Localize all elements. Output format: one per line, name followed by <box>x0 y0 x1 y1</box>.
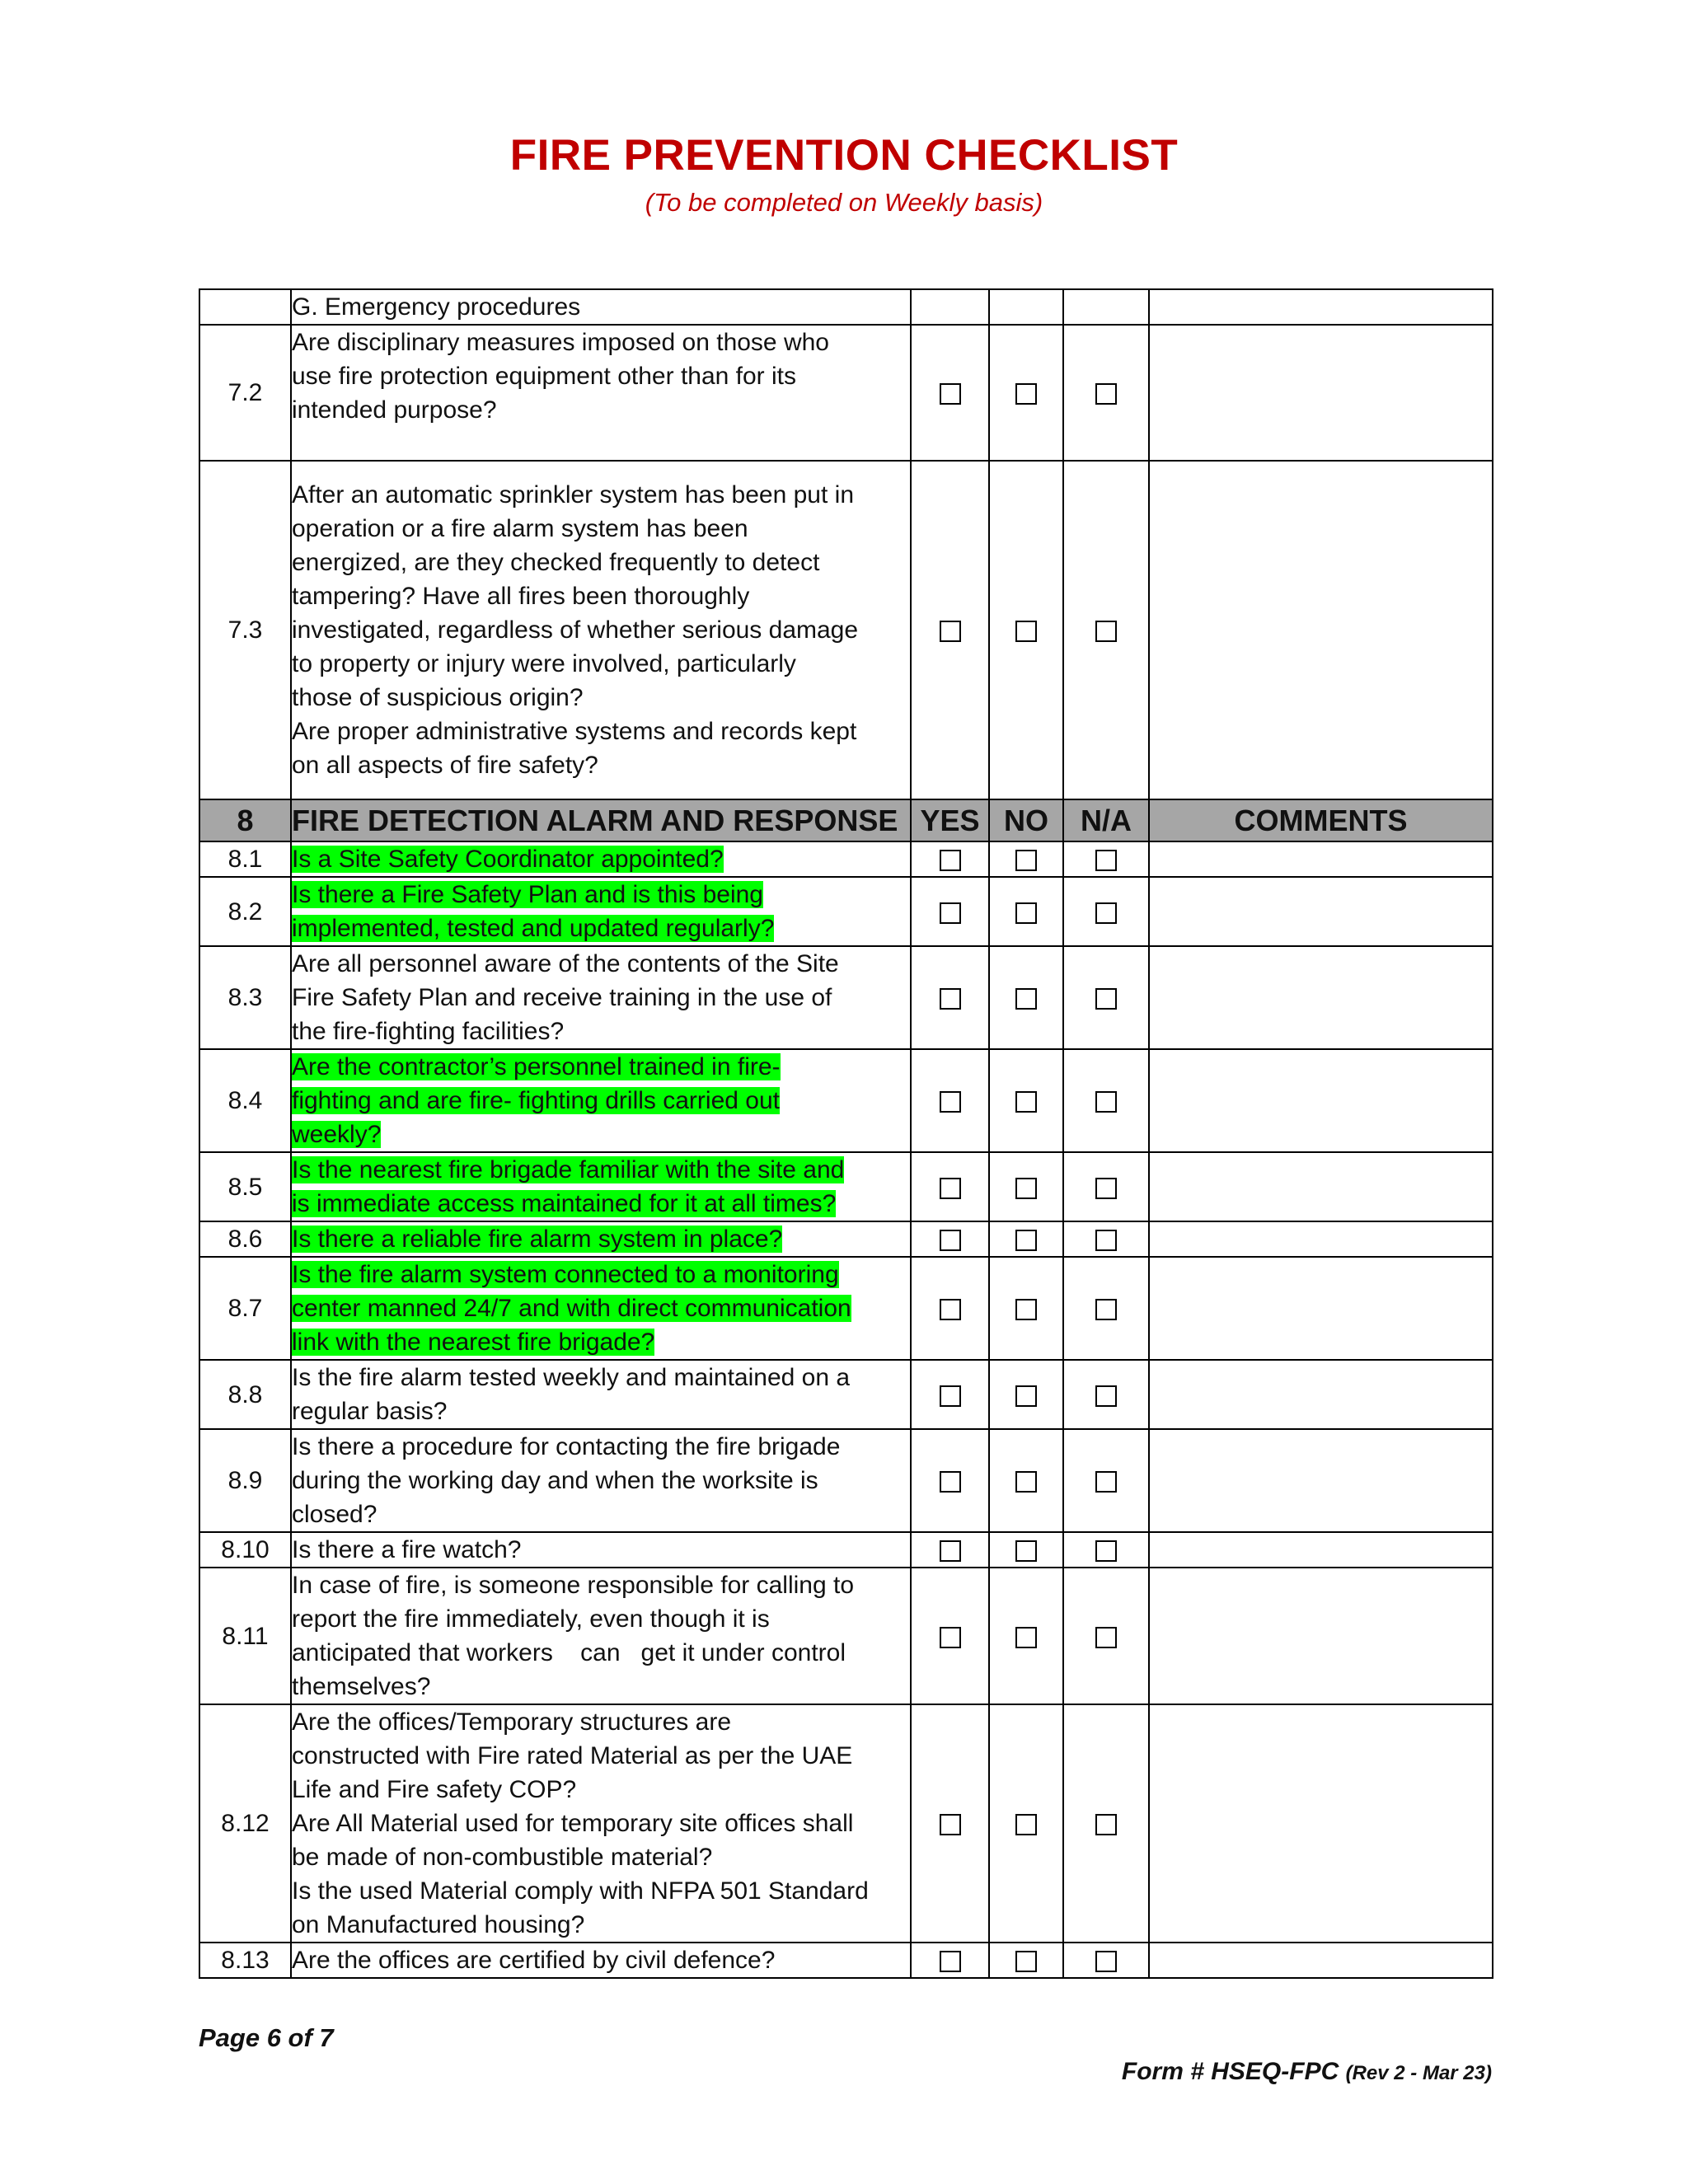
na-checkbox[interactable] <box>1095 1091 1117 1113</box>
yes-cell <box>911 841 989 877</box>
yes-cell <box>911 1943 989 1978</box>
comments-cell[interactable] <box>1149 1049 1493 1152</box>
section-number-cell <box>199 289 291 325</box>
no-cell <box>989 461 1063 799</box>
yes-checkbox[interactable] <box>940 1178 961 1199</box>
no-cell <box>989 325 1063 461</box>
question-text <box>291 1704 911 1943</box>
question-line-highlighted: fighting and are fire- fighting drills carried out <box>292 1087 780 1114</box>
question-line: those of suspicious origin? <box>292 684 584 711</box>
yes-cell <box>911 1360 989 1429</box>
question-line-highlighted: is immediate access maintained for it at all times? <box>292 1190 837 1217</box>
question-line: Is the fire alarm tested weekly and maintained on a <box>292 1364 851 1391</box>
na-cell <box>1063 1704 1149 1943</box>
no-cell <box>989 1360 1063 1429</box>
question-line: report the fire immediately, even though it is <box>292 1605 770 1633</box>
no-checkbox[interactable] <box>1015 383 1037 405</box>
no-checkbox[interactable] <box>1015 1230 1037 1251</box>
na-cell <box>1063 1568 1149 1704</box>
na-checkbox[interactable] <box>1095 1951 1117 1972</box>
form-number <box>1122 2058 1492 2086</box>
question-line: use fire protection equipment other than for its <box>292 363 797 390</box>
column-header-yes: YES <box>911 799 989 841</box>
table-row <box>199 1221 1493 1257</box>
no-checkbox[interactable] <box>1015 1299 1037 1320</box>
question-line: energized, are they checked frequently to detect <box>292 549 820 576</box>
no-cell <box>989 1943 1063 1978</box>
table-row <box>199 1049 1493 1152</box>
question-line: regular basis? <box>292 1398 448 1425</box>
row-number: 8.3 <box>199 946 291 1049</box>
yes-checkbox[interactable] <box>940 1385 961 1407</box>
na-cell <box>1063 1943 1149 1978</box>
na-checkbox[interactable] <box>1095 1814 1117 1835</box>
yes-checkbox[interactable] <box>940 1951 961 1972</box>
question-line: Are the offices/Temporary structures are <box>292 1708 731 1736</box>
yes-checkbox[interactable] <box>940 988 961 1010</box>
no-cell <box>989 1704 1063 1943</box>
question-line: Fire Safety Plan and receive training in the use of <box>292 984 832 1011</box>
na-cell <box>1063 841 1149 877</box>
table-row <box>199 877 1493 946</box>
column-header-comments: COMMENTS <box>1149 799 1493 841</box>
na-checkbox[interactable] <box>1095 1471 1117 1493</box>
row-number: 8.1 <box>199 841 291 877</box>
column-header-no: NO <box>989 799 1063 841</box>
question-text <box>291 1532 911 1568</box>
question-line-highlighted: weekly? <box>292 1121 382 1148</box>
no-cell <box>989 1532 1063 1568</box>
table-row <box>199 325 1493 461</box>
table-row <box>199 1360 1493 1429</box>
row-number: 8.9 <box>199 1429 291 1532</box>
question-line: Are proper administrative systems and records kept <box>292 718 857 745</box>
row-number: 8.12 <box>199 1704 291 1943</box>
question-line: Are All Material used for temporary site offices shall <box>292 1810 854 1837</box>
na-checkbox[interactable] <box>1095 1178 1117 1199</box>
table-row <box>199 1704 1493 1943</box>
question-line: during the working day and when the worksite is <box>292 1467 818 1494</box>
table-row <box>199 946 1493 1049</box>
comments-cell[interactable] <box>1149 1429 1493 1532</box>
no-checkbox[interactable] <box>1015 621 1037 642</box>
row-number: 8.7 <box>199 1257 291 1360</box>
yes-checkbox[interactable] <box>940 1540 961 1562</box>
row-number: 8.10 <box>199 1532 291 1568</box>
question-line-highlighted: Is the nearest fire brigade familiar with the site and <box>292 1156 845 1183</box>
comments-cell[interactable] <box>1149 1568 1493 1704</box>
question-line: Is there a fire watch? <box>292 1536 522 1563</box>
na-checkbox[interactable] <box>1095 988 1117 1010</box>
question-text <box>291 946 911 1049</box>
no-cell <box>989 1257 1063 1360</box>
no-cell <box>989 1568 1063 1704</box>
question-text <box>291 841 911 877</box>
na-checkbox[interactable] <box>1095 850 1117 871</box>
row-number: 8.4 <box>199 1049 291 1152</box>
no-checkbox[interactable] <box>1015 1814 1037 1835</box>
no-checkbox[interactable] <box>1015 1471 1037 1493</box>
question-line: anticipated that workers can get it under control <box>292 1639 846 1666</box>
yes-cell <box>911 877 989 946</box>
no-cell <box>989 1152 1063 1221</box>
column-header-na: N/A <box>1063 799 1149 841</box>
na-checkbox[interactable] <box>1095 1230 1117 1251</box>
question-line-highlighted: Is the fire alarm system connected to a monitoring <box>292 1261 839 1288</box>
comments-cell[interactable] <box>1149 946 1493 1049</box>
no-cell <box>989 877 1063 946</box>
question-line: tampering? Have all fires been thoroughly <box>292 583 750 610</box>
na-cell <box>1063 1532 1149 1568</box>
question-text <box>291 1221 911 1257</box>
question-line-highlighted: link with the nearest fire brigade? <box>292 1329 655 1356</box>
form-id: Form # HSEQ-FPC <box>1121 2058 1339 2085</box>
comments-cell[interactable] <box>1149 1152 1493 1221</box>
no-checkbox[interactable] <box>1015 1385 1037 1407</box>
table-row <box>199 1152 1493 1221</box>
yes-checkbox[interactable] <box>940 1627 961 1648</box>
question-text <box>291 1943 911 1978</box>
question-text <box>291 1360 911 1429</box>
na-checkbox[interactable] <box>1095 1385 1117 1407</box>
yes-cell <box>911 1568 989 1704</box>
no-checkbox[interactable] <box>1015 1091 1037 1113</box>
na-cell <box>1063 461 1149 799</box>
no-cell <box>989 946 1063 1049</box>
na-cell <box>1063 877 1149 946</box>
comments-cell[interactable] <box>1149 325 1493 461</box>
na-cell <box>1063 1429 1149 1532</box>
yes-checkbox[interactable] <box>940 850 961 871</box>
na-checkbox[interactable] <box>1095 1540 1117 1562</box>
row-number: 8.13 <box>199 1943 291 1978</box>
question-line-highlighted: implemented, tested and updated regularly? <box>292 915 775 942</box>
table-row <box>199 1257 1493 1360</box>
na-cell <box>1063 1221 1149 1257</box>
na-cell <box>1063 1152 1149 1221</box>
question-line: on all aspects of fire safety? <box>292 752 598 779</box>
row-number: 7.2 <box>199 325 291 461</box>
question-line: themselves? <box>292 1673 431 1700</box>
page-number: Page 6 of 7 <box>199 2023 334 2052</box>
table-row <box>199 1943 1493 1978</box>
na-checkbox[interactable] <box>1095 902 1117 924</box>
na-checkbox[interactable] <box>1095 383 1117 405</box>
question-line: After an automatic sprinkler system has been put in <box>292 481 855 509</box>
yes-checkbox[interactable] <box>940 1814 961 1835</box>
table-row <box>199 1568 1493 1704</box>
na-cell <box>1063 325 1149 461</box>
row-number: 8.11 <box>199 1568 291 1704</box>
question-line: operation or a fire alarm system has been <box>292 515 748 542</box>
question-line: intended purpose? <box>292 396 497 424</box>
question-line: Are the offices are certified by civil defence? <box>292 1947 776 1974</box>
yes-checkbox[interactable] <box>940 902 961 924</box>
yes-cell <box>911 325 989 461</box>
row-number: 8.2 <box>199 877 291 946</box>
question-text <box>291 325 911 461</box>
question-text <box>291 1152 911 1221</box>
yes-cell <box>911 1532 989 1568</box>
na-checkbox[interactable] <box>1095 1627 1117 1648</box>
na-cell <box>1063 1049 1149 1152</box>
question-line: Is the used Material comply with NFPA 501 Standard <box>292 1877 869 1905</box>
question-line: Is there a procedure for contacting the fire brigade <box>292 1433 841 1460</box>
section-8-header-row <box>199 799 1493 841</box>
na-checkbox[interactable] <box>1095 621 1117 642</box>
question-text <box>291 1568 911 1704</box>
yes-cell <box>911 1152 989 1221</box>
yes-checkbox[interactable] <box>940 621 961 642</box>
question-line: In case of fire, is someone responsible for calling to <box>292 1572 855 1599</box>
question-line: Life and Fire safety COP? <box>292 1776 577 1803</box>
question-line-highlighted: Is there a reliable fire alarm system in place? <box>292 1226 783 1253</box>
question-line-highlighted: Are the contractor’s personnel trained in fire- <box>292 1053 781 1080</box>
page-subtitle: (To be completed on Weekly basis) <box>645 188 1043 217</box>
question-line: to property or injury were involved, particularly <box>292 650 796 677</box>
comments-cell[interactable] <box>1149 1221 1493 1257</box>
na-cell <box>1063 946 1149 1049</box>
section-number: 8 <box>199 799 291 841</box>
no-checkbox[interactable] <box>1015 1540 1037 1562</box>
comments-cell[interactable] <box>1149 1704 1493 1943</box>
no-checkbox[interactable] <box>1015 902 1037 924</box>
question-text <box>291 1257 911 1360</box>
yes-cell <box>911 1704 989 1943</box>
row-number: 7.3 <box>199 461 291 799</box>
yes-cell <box>911 1221 989 1257</box>
question-line-highlighted: Is a Site Safety Coordinator appointed? <box>292 846 724 873</box>
question-line: Are disciplinary measures imposed on those who <box>292 329 829 356</box>
question-line: closed? <box>292 1501 377 1528</box>
no-cell <box>989 841 1063 877</box>
na-checkbox[interactable] <box>1095 1299 1117 1320</box>
checklist-table <box>199 288 1493 1979</box>
no-cell <box>989 1049 1063 1152</box>
yes-cell <box>911 1257 989 1360</box>
comments-cell[interactable] <box>1149 1532 1493 1568</box>
section-8-title: FIRE DETECTION ALARM AND RESPONSE <box>291 799 911 841</box>
question-line: be made of non-combustible material? <box>292 1844 713 1871</box>
table-row <box>199 841 1493 877</box>
row-number: 8.5 <box>199 1152 291 1221</box>
na-cell <box>1063 1257 1149 1360</box>
yes-cell <box>911 461 989 799</box>
question-line: investigated, regardless of whether serious damage <box>292 616 859 644</box>
no-checkbox[interactable] <box>1015 1178 1037 1199</box>
yes-checkbox[interactable] <box>940 1230 961 1251</box>
yes-checkbox[interactable] <box>940 383 961 405</box>
question-text <box>291 461 911 799</box>
yes-checkbox[interactable] <box>940 1299 961 1320</box>
table-row <box>199 1429 1493 1532</box>
question-text <box>291 1049 911 1152</box>
question-line: on Manufactured housing? <box>292 1911 585 1938</box>
row-number: 8.6 <box>199 1221 291 1257</box>
comments-cell[interactable] <box>1149 1360 1493 1429</box>
comments-cell[interactable] <box>1149 1257 1493 1360</box>
no-cell <box>989 1429 1063 1532</box>
form-revision: (Rev 2 - Mar 23) <box>1345 2062 1492 2084</box>
yes-cell <box>911 1429 989 1532</box>
page-title: FIRE PREVENTION CHECKLIST <box>509 131 1179 180</box>
question-line: constructed with Fire rated Material as per the UAE <box>292 1742 853 1769</box>
yes-checkbox[interactable] <box>940 1471 961 1493</box>
question-text <box>291 1429 911 1532</box>
no-checkbox[interactable] <box>1015 1627 1037 1648</box>
yes-checkbox[interactable] <box>940 1091 961 1113</box>
section-g-title: G. Emergency procedures <box>291 289 911 325</box>
question-line-highlighted: center manned 24/7 and with direct communication <box>292 1295 851 1322</box>
no-checkbox[interactable] <box>1015 850 1037 871</box>
question-text <box>291 877 911 946</box>
comments-cell[interactable] <box>1149 877 1493 946</box>
comments-cell[interactable] <box>1149 461 1493 799</box>
table-row <box>199 461 1493 799</box>
question-line: Are all personnel aware of the contents of the Site <box>292 950 839 977</box>
no-checkbox[interactable] <box>1015 1951 1037 1972</box>
row-number: 8.8 <box>199 1360 291 1429</box>
no-checkbox[interactable] <box>1015 988 1037 1010</box>
yes-cell <box>911 946 989 1049</box>
comments-cell[interactable] <box>1149 841 1493 877</box>
section-g-header-row <box>199 289 1493 325</box>
comments-cell[interactable] <box>1149 1943 1493 1978</box>
table-row <box>199 1532 1493 1568</box>
question-line-highlighted: Is there a Fire Safety Plan and is this being <box>292 881 763 908</box>
yes-cell <box>911 1049 989 1152</box>
question-line: the fire-fighting facilities? <box>292 1018 565 1045</box>
no-cell <box>989 1221 1063 1257</box>
na-cell <box>1063 1360 1149 1429</box>
